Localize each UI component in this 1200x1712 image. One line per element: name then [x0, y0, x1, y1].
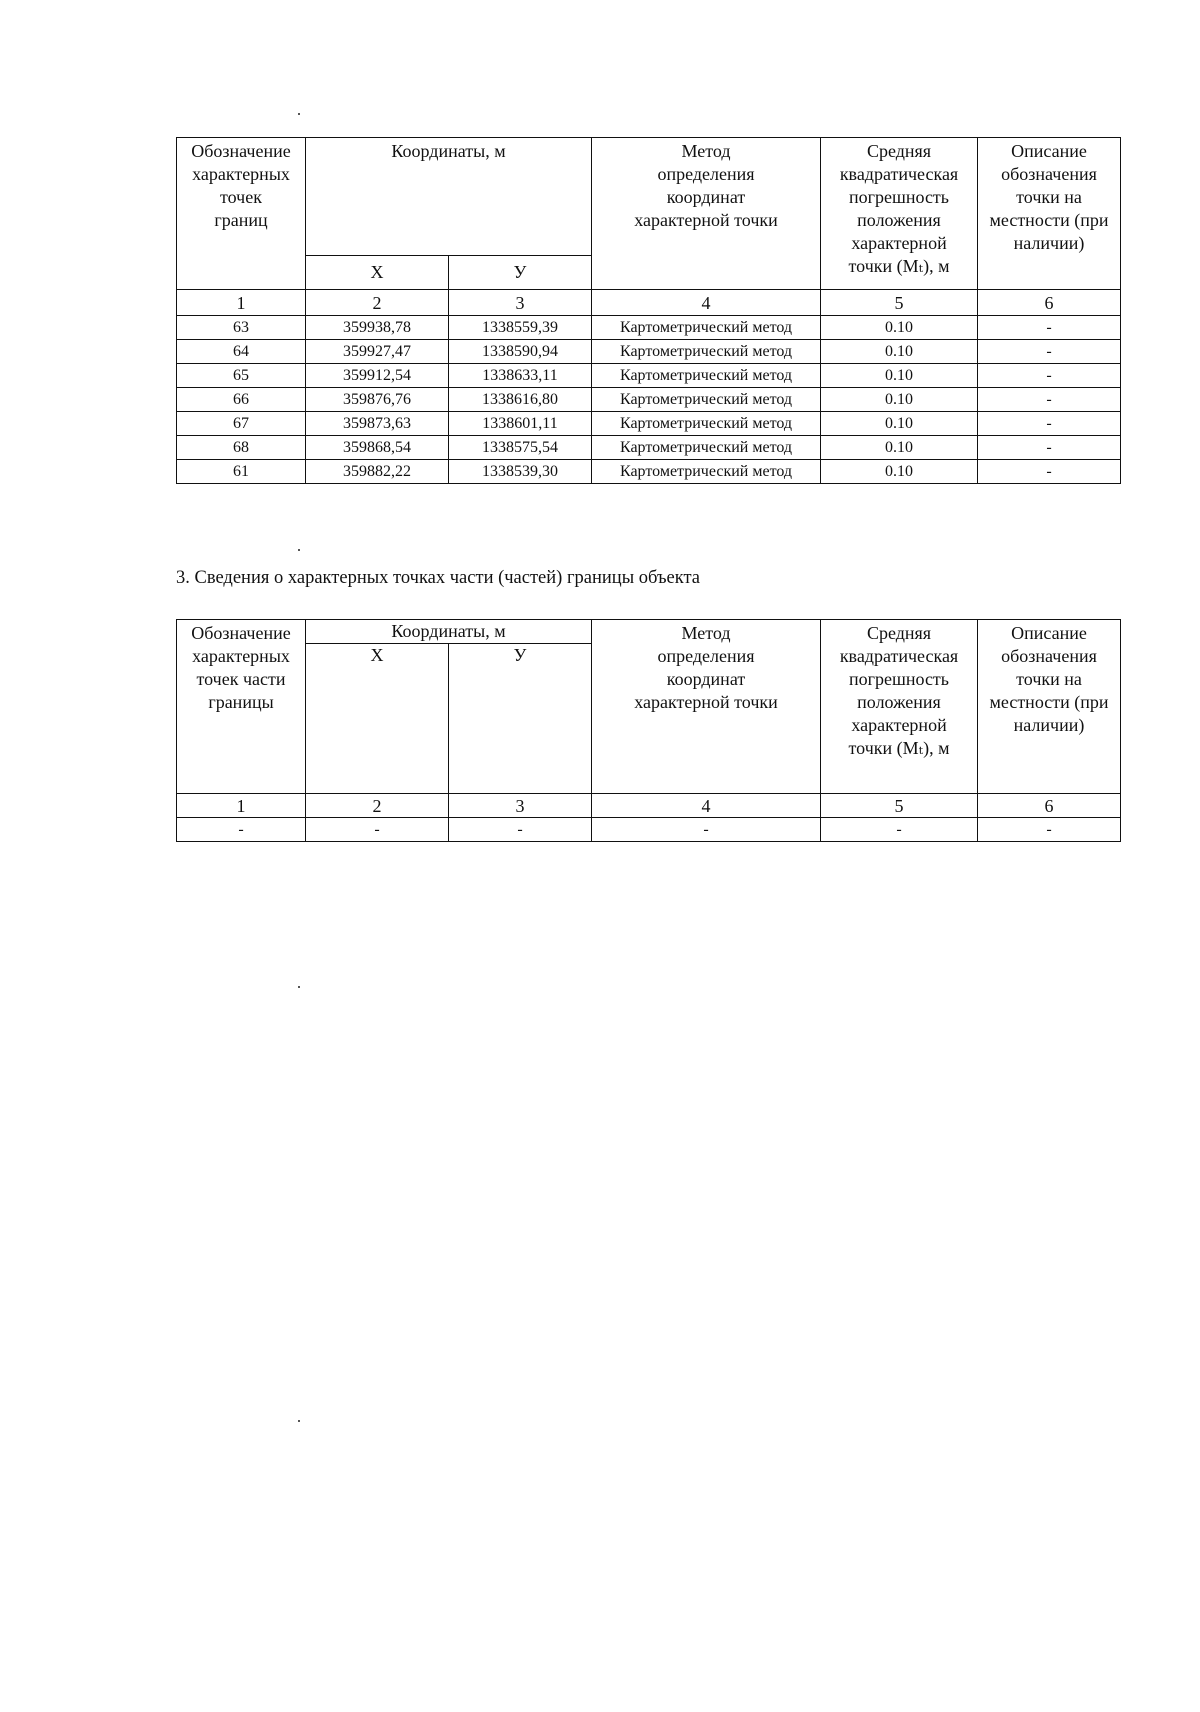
column-number: 5 [821, 290, 978, 316]
method: Картометрический метод [592, 388, 821, 412]
coord-x: 359938,78 [306, 316, 449, 340]
column-number: 1 [177, 290, 306, 316]
column-number: 4 [592, 794, 821, 818]
coord-x: 359868,54 [306, 436, 449, 460]
header-y: У [449, 256, 592, 290]
mean-error: 0.10 [821, 364, 978, 388]
mean-error: 0.10 [821, 460, 978, 484]
method: Картометрический метод [592, 436, 821, 460]
point-id: 61 [177, 460, 306, 484]
column-numbers-row [177, 794, 1121, 818]
description: - [978, 412, 1121, 436]
scan-speck [298, 113, 300, 115]
description: - [978, 436, 1121, 460]
header-mean-error: Средняя квадратическая погрешность положения характерной точки (Mₜ), м [821, 620, 978, 794]
column-number: 2 [306, 794, 449, 818]
coord-y: 1338590,94 [449, 340, 592, 364]
mean-error: 0.10 [821, 388, 978, 412]
coord-x: 359912,54 [306, 364, 449, 388]
coord-y: 1338633,11 [449, 364, 592, 388]
header-coordinates: Координаты, м [306, 620, 592, 644]
method: Картометрический метод [592, 412, 821, 436]
coord-x: 359873,63 [306, 412, 449, 436]
table-row [177, 388, 1121, 412]
header-point-designation: Обозначение характерных точек границ [177, 138, 306, 290]
column-number: 1 [177, 794, 306, 818]
column-number: 5 [821, 794, 978, 818]
header-point-designation: Обозначение характерных точек части границы [177, 620, 306, 794]
table-row [177, 436, 1121, 460]
method: - [592, 818, 821, 842]
column-number: 6 [978, 794, 1121, 818]
point-id: 68 [177, 436, 306, 460]
column-number: 3 [449, 290, 592, 316]
mean-error: 0.10 [821, 436, 978, 460]
description: - [978, 316, 1121, 340]
mean-error: - [821, 818, 978, 842]
table-row [177, 460, 1121, 484]
header-coordinates: Координаты, м [306, 138, 592, 256]
header-mean-error: Средняя квадратическая погрешность положения характерной точки (Mₜ), м [821, 138, 978, 290]
point-id: 66 [177, 388, 306, 412]
method: Картометрический метод [592, 364, 821, 388]
point-id: 63 [177, 316, 306, 340]
description: - [978, 364, 1121, 388]
table-row [177, 316, 1121, 340]
column-number: 2 [306, 290, 449, 316]
scan-speck [298, 1420, 300, 1422]
scan-speck [298, 986, 300, 988]
mean-error: 0.10 [821, 316, 978, 340]
header-method: Метод определения координат характерной точки [592, 138, 821, 290]
method: Картометрический метод [592, 460, 821, 484]
description: - [978, 460, 1121, 484]
description: - [978, 818, 1121, 842]
mean-error: 0.10 [821, 412, 978, 436]
header-x: Х [306, 644, 449, 794]
scan-speck [298, 549, 300, 551]
point-id: 65 [177, 364, 306, 388]
column-number: 3 [449, 794, 592, 818]
coord-y: 1338539,30 [449, 460, 592, 484]
mean-error: 0.10 [821, 340, 978, 364]
method: Картометрический метод [592, 316, 821, 340]
table-row [177, 818, 1121, 842]
header-x: Х [306, 256, 449, 290]
part-boundary-points-table [176, 619, 1121, 842]
point-id: - [177, 818, 306, 842]
point-id: 67 [177, 412, 306, 436]
header-y: У [449, 644, 592, 794]
coord-x: 359876,76 [306, 388, 449, 412]
coord-x: - [306, 818, 449, 842]
column-number: 6 [978, 290, 1121, 316]
column-number: 4 [592, 290, 821, 316]
section-3-title: 3. Сведения о характерных точках части (частей) границы объекта [176, 568, 701, 588]
description: - [978, 340, 1121, 364]
coord-y: 1338601,11 [449, 412, 592, 436]
point-id: 64 [177, 340, 306, 364]
header-description: Описание обозначения точки на местности (при наличии) [978, 620, 1121, 794]
table-row [177, 364, 1121, 388]
coord-y: - [449, 818, 592, 842]
description: - [978, 388, 1121, 412]
header-description: Описание обозначения точки на местности (при наличии) [978, 138, 1121, 290]
coord-y: 1338559,39 [449, 316, 592, 340]
coord-y: 1338575,54 [449, 436, 592, 460]
method: Картометрический метод [592, 340, 821, 364]
column-numbers-row [177, 290, 1121, 316]
boundary-points-table [176, 137, 1121, 484]
table-row [177, 340, 1121, 364]
coord-x: 359927,47 [306, 340, 449, 364]
table-row [177, 412, 1121, 436]
coord-y: 1338616,80 [449, 388, 592, 412]
coord-x: 359882,22 [306, 460, 449, 484]
header-method: Метод определения координат характерной точки [592, 620, 821, 794]
